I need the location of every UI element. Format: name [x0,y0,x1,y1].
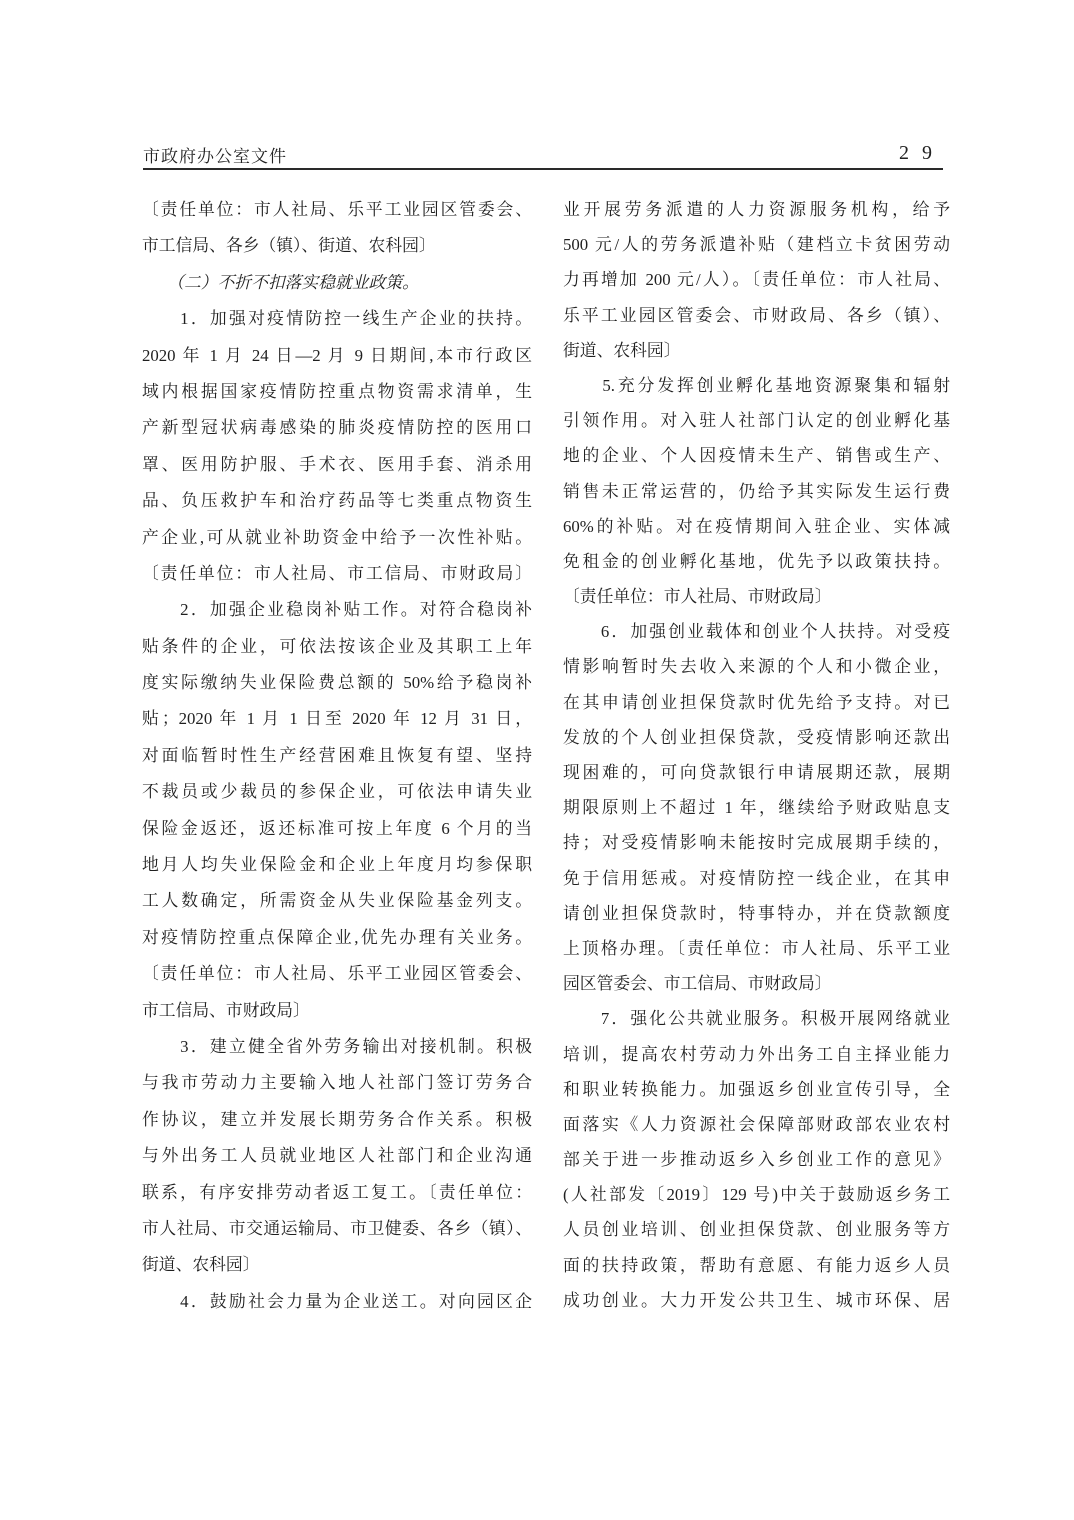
text-line: 街道、农科园〕 [563,340,681,360]
text-line: 2020 年 1 月 24 日—2 月 9 日期间,本市行政区 [142,345,532,365]
text-line: 街道、农科园〕 [142,1255,260,1275]
text-line: 引领作用。对入驻人社部门认定的创业孵化基 [563,411,950,431]
text-line: (人社部发〔2019〕129 号)中关于鼓励返乡务工 [563,1185,950,1205]
text-line: 发放的个人创业担保贷款，受疫情影响还款出 [563,727,950,747]
text-line: 1．加强对疫情防控一线生产企业的扶持。 [142,309,532,329]
text-line: 产新型冠状病毒感染的肺炎疫情防控的医用口 [142,418,532,438]
text-line: （二）不折不扣落实稳就业政策。 [142,272,419,292]
text-line: 市人社局、市交通运输局、市卫健委、各乡（镇）、 [142,1218,532,1238]
text-line: 成功创业。大力开发公共卫生、城市环保、居 [563,1290,950,1310]
text-line: 作协议，建立并发展长期劳务合作关系。积极 [142,1109,532,1129]
text-line: 期限原则上不超过 1 年，继续给予财政贴息支 [563,798,950,818]
text-line: 地的企业、个人因疫情未生产、销售或生产、 [563,446,950,466]
text-line: 60%的补贴。对在疫情期间入驻企业、实体减 [563,516,950,536]
text-line: 7．强化公共就业服务。积极开展网络就业 [563,1009,950,1029]
text-line: 部关于进一步推动返乡入乡创业工作的意见》 [563,1150,950,1170]
text-line: 度实际缴纳失业保险费总额的 50%给予稳岗补 [142,673,532,693]
text-line: 罩、医用防护服、手术衣、医用手套、消杀用 [142,454,532,474]
text-line: 6．加强创业载体和创业个人扶持。对受疫 [563,622,950,642]
text-line: 业开展劳务派遣的人力资源服务机构，给予 [563,200,950,219]
text-line: 保险金返还，返还标准可按上年度 6 个月的当 [142,818,532,838]
text-line: 地月人均失业保险金和企业上年度月均参保职 [142,855,532,875]
text-line: 3．建立健全省外劳务输出对接机制。积极 [142,1036,532,1056]
text-line: 贴；2020 年 1 月 1 日至 2020 年 12 月 31 日， [142,709,532,729]
text-line: 5.充分发挥创业孵化基地资源聚集和辐射 [563,375,950,395]
text-column-left [142,192,532,1320]
text-line: 力再增加 200 元/人）。〔责任单位：市人社局、 [563,270,950,290]
text-line: 面的扶持政策，帮助有意愿、有能力返乡人员 [563,1255,950,1275]
text-line: 持；对受疫情影响未能按时完成展期手续的， [563,833,950,853]
text-line: 联系，有序安排劳动者返工复工。〔责任单位： [142,1182,532,1202]
text-line: 500 元/人的劳务派遣补贴（建档立卡贫困劳动 [563,235,950,255]
text-line: 〔责任单位：市人社局、市工信局、市财政局〕 [142,563,532,583]
header-doc-label: 市政府办公室文件 [143,147,287,166]
text-line: 对疫情防控重点保障企业,优先办理有关业务。 [142,927,532,947]
text-line: 销售未正常运营的，仍给予其实际发生运行费 [563,481,950,501]
text-line: 〔责任单位：市人社局、乐平工业园区管委会、 [142,200,532,219]
text-line: 免于信用惩戒。对疫情防控一线企业，在其申 [563,868,950,888]
text-line: 不裁员或少裁员的参保企业，可依法申请失业 [142,782,532,802]
text-line: 域内根据国家疫情防控重点物资需求清单，生 [142,381,532,401]
text-line: 与外出务工人员就业地区人社部门和企业沟通 [142,1146,532,1166]
text-line: 工人数确定，所需资金从失业保险基金列支。 [142,891,532,911]
text-line: 在其申请创业担保贷款时优先给予支持。对已 [563,692,950,712]
text-line: 贴条件的企业，可依法按该企业及其职工上年 [142,636,532,656]
text-line: 面落实《人力资源社会保障部财政部农业农村 [563,1114,950,1134]
text-line: 4．鼓励社会力量为企业送工。对向园区企 [142,1291,532,1311]
text-line: 〔责任单位：市人社局、乐平工业园区管委会、 [142,964,532,984]
text-line: 市工信局、市财政局〕 [142,1000,310,1020]
text-line: 上顶格办理。〔责任单位：市人社局、乐平工业 [563,938,950,958]
text-line: 园区管委会、市工信局、市财政局〕 [563,974,832,994]
text-line: 现困难的，可向贷款银行申请展期还款，展期 [563,763,950,782]
text-line: 市工信局、各乡（镇）、街道、农科园〕 [142,236,436,256]
text-line: 请创业担保贷款时，特事特办，并在贷款额度 [563,903,950,923]
text-line: 品、负压救护车和治疗药品等七类重点物资生 [142,491,532,511]
page-number: 2 9 [899,142,936,164]
text-line: 产企业,可从就业补助资金中给予一次性补贴。 [142,527,532,547]
text-line: 2．加强企业稳岗补贴工作。对符合稳岗补 [142,600,532,620]
text-column-right [563,192,950,1318]
text-line: 对面临暂时性生产经营困难且恢复有望、坚持 [142,745,532,765]
text-line: 免租金的创业孵化基地，优先予以政策扶持。 [563,551,950,571]
text-line: 人员创业培训、创业担保贷款、创业服务等方 [563,1220,950,1240]
text-line: 乐平工业园区管委会、市财政局、各乡（镇）、 [563,305,950,325]
text-line: 与我市劳动力主要输入地人社部门签订劳务合 [142,1073,532,1093]
header-rule [143,168,943,170]
text-line: 和职业转换能力。加强返乡创业宣传引导，全 [563,1079,950,1099]
text-line: 培训，提高农村劳动力外出务工自主择业能力 [563,1044,950,1064]
text-line: 〔责任单位：市人社局、市财政局〕 [563,587,832,607]
text-line: 情影响暂时失去收入来源的个人和小微企业， [563,657,950,677]
